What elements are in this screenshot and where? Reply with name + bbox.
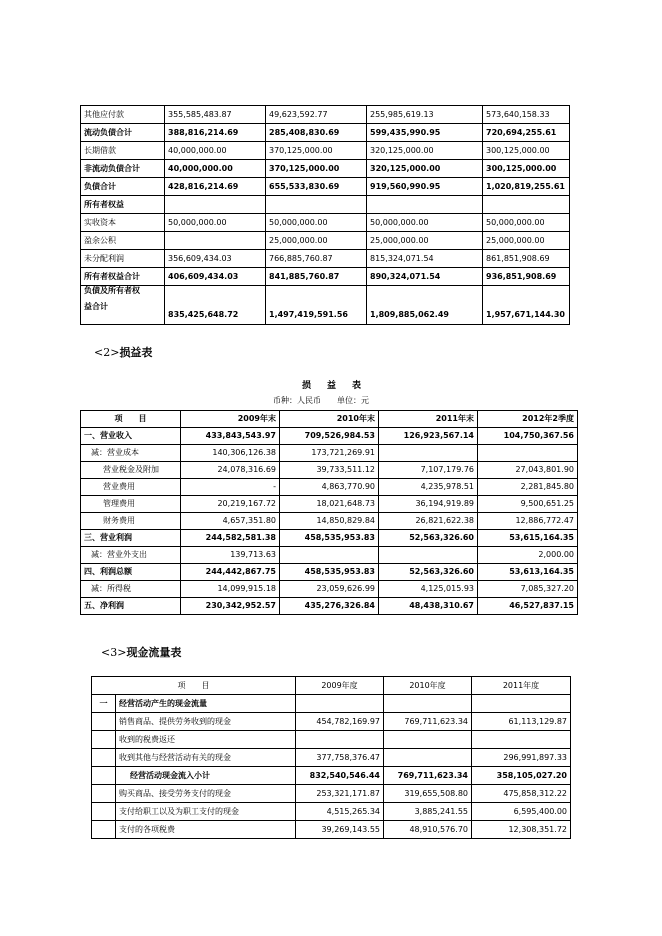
- value-cell: 709,526,984.53: [280, 428, 379, 445]
- row-label: 所有者权益合计: [81, 268, 165, 286]
- value-cell: 52,563,326.60: [379, 564, 478, 581]
- value-cell: 39,733,511.12: [280, 462, 379, 479]
- value-cell: [266, 196, 367, 214]
- value-cell: 20,219,167.72: [181, 496, 280, 513]
- value-cell: 53,615,164.35: [478, 530, 578, 547]
- row-label: 营业费用: [81, 479, 181, 496]
- table-row: [81, 178, 570, 196]
- table-row: [92, 767, 571, 785]
- value-cell: 370,125,000.00: [266, 160, 367, 178]
- table-header-row: [81, 411, 578, 428]
- value-cell: 4,863,770.90: [280, 479, 379, 496]
- row-label: [81, 286, 165, 325]
- income-statement-subtitle: 币种：人民币 单位：元: [273, 396, 369, 405]
- value-cell: 1,809,885,062.49: [367, 286, 483, 325]
- value-cell: [165, 196, 266, 214]
- value-cell: 50,000,000.00: [483, 214, 570, 232]
- column-header: 项 目: [92, 677, 296, 695]
- value-cell: 61,113,129.87: [472, 713, 571, 731]
- table-row: [81, 513, 578, 530]
- value-cell: [384, 749, 472, 767]
- value-cell: 24,078,316.69: [181, 462, 280, 479]
- row-number: [92, 767, 116, 785]
- value-cell: 50,000,000.00: [367, 214, 483, 232]
- value-cell: 25,000,000.00: [367, 232, 483, 250]
- table-row: [81, 250, 570, 268]
- row-label: 收到的税费返还: [116, 731, 296, 749]
- value-cell: 835,425,648.72: [165, 286, 266, 325]
- value-cell: 244,582,581.38: [181, 530, 280, 547]
- income-statement-table: [80, 410, 578, 615]
- table-row: [81, 496, 578, 513]
- value-cell: [478, 445, 578, 462]
- value-cell: 25,000,000.00: [266, 232, 367, 250]
- value-cell: 919,560,990.95: [367, 178, 483, 196]
- column-header: 2010年度: [384, 677, 472, 695]
- value-cell: 358,105,027.20: [472, 767, 571, 785]
- value-cell: 720,694,255.61: [483, 124, 570, 142]
- value-cell: 3,885,241.55: [384, 803, 472, 821]
- value-cell: 458,535,953.83: [280, 564, 379, 581]
- cash-section-heading: <3>现金流量表: [101, 646, 182, 659]
- column-header: 2010年末: [280, 411, 379, 428]
- income-section-heading: <2>损益表: [94, 346, 153, 359]
- value-cell: 300,125,000.00: [483, 142, 570, 160]
- income-statement-title: 损益表: [302, 381, 378, 391]
- value-cell: 435,276,326.84: [280, 598, 379, 615]
- table-row: [81, 268, 570, 286]
- table-row: [92, 749, 571, 767]
- value-cell: 832,540,546.44: [296, 767, 384, 785]
- row-label: 长期借款: [81, 142, 165, 160]
- value-cell: 841,885,760.87: [266, 268, 367, 286]
- value-cell: 49,623,592.77: [266, 106, 367, 124]
- value-cell: [379, 445, 478, 462]
- column-header: 2011年末: [379, 411, 478, 428]
- row-label: 三、营业利润: [81, 530, 181, 547]
- table-row: [81, 581, 578, 598]
- value-cell: 39,269,143.55: [296, 821, 384, 839]
- value-cell: 296,991,897.33: [472, 749, 571, 767]
- value-cell: 139,713.63: [181, 547, 280, 564]
- table-row: [81, 160, 570, 178]
- row-label-line: 益合计: [84, 302, 108, 311]
- value-cell: [367, 196, 483, 214]
- table-row: [81, 124, 570, 142]
- row-label-line: 负债及所有者权: [84, 286, 140, 295]
- value-cell: 355,585,483.87: [165, 106, 266, 124]
- row-label: 经营活动现金流入小计: [116, 767, 296, 785]
- section-number: 一: [92, 695, 116, 713]
- row-label: 财务费用: [81, 513, 181, 530]
- value-cell: 12,886,772.47: [478, 513, 578, 530]
- value-cell: 1,020,819,255.61: [483, 178, 570, 196]
- value-cell: 388,816,214.69: [165, 124, 266, 142]
- value-cell: [280, 547, 379, 564]
- value-cell: 1,957,671,144.30: [483, 286, 570, 325]
- value-cell: 406,609,434.03: [165, 268, 266, 286]
- value-cell: 861,851,908.69: [483, 250, 570, 268]
- value-cell: 320,125,000.00: [367, 160, 483, 178]
- value-cell: 126,923,567.14: [379, 428, 478, 445]
- table-row: [92, 821, 571, 839]
- value-cell: -: [181, 479, 280, 496]
- value-cell: 890,324,071.54: [367, 268, 483, 286]
- row-label: 所有者权益: [81, 196, 165, 214]
- value-cell: 48,438,310.67: [379, 598, 478, 615]
- value-cell: 255,985,619.13: [367, 106, 483, 124]
- row-number: [92, 713, 116, 731]
- value-cell: [379, 547, 478, 564]
- row-number: [92, 731, 116, 749]
- table-row: [92, 785, 571, 803]
- row-label: 实收资本: [81, 214, 165, 232]
- section-row: [92, 695, 571, 713]
- row-label: 支付给职工以及为职工支付的现金: [116, 803, 296, 821]
- table-row: [92, 713, 571, 731]
- table-row: [81, 479, 578, 496]
- section-label: 经营活动产生的现金流量: [116, 695, 296, 713]
- value-cell: [296, 695, 384, 713]
- row-label: 盈余公积: [81, 232, 165, 250]
- value-cell: [165, 232, 266, 250]
- row-label: 四、利润总额: [81, 564, 181, 581]
- value-cell: 4,125,015.93: [379, 581, 478, 598]
- value-cell: 454,782,169.97: [296, 713, 384, 731]
- value-cell: 370,125,000.00: [266, 142, 367, 160]
- value-cell: 50,000,000.00: [266, 214, 367, 232]
- row-label: 购买商品、接受劳务支付的现金: [116, 785, 296, 803]
- value-cell: 7,107,179.76: [379, 462, 478, 479]
- value-cell: 7,085,327.20: [478, 581, 578, 598]
- row-label: 负债合计: [81, 178, 165, 196]
- table-row: [81, 428, 578, 445]
- value-cell: [384, 695, 472, 713]
- table-row: [81, 214, 570, 232]
- value-cell: 1,497,419,591.56: [266, 286, 367, 325]
- value-cell: 25,000,000.00: [483, 232, 570, 250]
- row-label: 减：所得税: [81, 581, 181, 598]
- value-cell: 320,125,000.00: [367, 142, 483, 160]
- value-cell: 573,640,158.33: [483, 106, 570, 124]
- row-label: 流动负债合计: [81, 124, 165, 142]
- value-cell: 230,342,952.57: [181, 598, 280, 615]
- value-cell: 14,850,829.84: [280, 513, 379, 530]
- value-cell: 815,324,071.54: [367, 250, 483, 268]
- table-row: [92, 803, 571, 821]
- value-cell: 140,306,126.38: [181, 445, 280, 462]
- table-row: [81, 142, 570, 160]
- row-label: 五、净利润: [81, 598, 181, 615]
- value-cell: 18,021,648.73: [280, 496, 379, 513]
- table-row: [81, 286, 570, 325]
- balance-sheet-table: [80, 105, 570, 325]
- row-number: [92, 749, 116, 767]
- value-cell: 253,321,171.87: [296, 785, 384, 803]
- value-cell: 936,851,908.69: [483, 268, 570, 286]
- row-label: 销售商品、提供劳务收到的现金: [116, 713, 296, 731]
- value-cell: 48,910,576.70: [384, 821, 472, 839]
- value-cell: 12,308,351.72: [472, 821, 571, 839]
- value-cell: 40,000,000.00: [165, 142, 266, 160]
- value-cell: 377,758,376.47: [296, 749, 384, 767]
- value-cell: [472, 695, 571, 713]
- value-cell: 244,442,867.75: [181, 564, 280, 581]
- row-label: 管理费用: [81, 496, 181, 513]
- table-row: [81, 106, 570, 124]
- column-header: 项 目: [81, 411, 181, 428]
- value-cell: 433,843,543.97: [181, 428, 280, 445]
- value-cell: [483, 196, 570, 214]
- value-cell: 53,613,164.35: [478, 564, 578, 581]
- value-cell: 769,711,623.34: [384, 767, 472, 785]
- table-header-row: [92, 677, 571, 695]
- table-row: [81, 530, 578, 547]
- value-cell: 4,657,351.80: [181, 513, 280, 530]
- table-row: [92, 731, 571, 749]
- table-row: [81, 196, 570, 214]
- value-cell: [472, 731, 571, 749]
- table-row: [81, 462, 578, 479]
- value-cell: 23,059,626.99: [280, 581, 379, 598]
- row-label: 其他应付款: [81, 106, 165, 124]
- value-cell: 766,885,760.87: [266, 250, 367, 268]
- value-cell: 4,515,265.34: [296, 803, 384, 821]
- row-label: 收到其他与经营活动有关的现金: [116, 749, 296, 767]
- table-row: [81, 232, 570, 250]
- row-number: [92, 803, 116, 821]
- value-cell: 52,563,326.60: [379, 530, 478, 547]
- value-cell: 769,711,623.34: [384, 713, 472, 731]
- value-cell: 285,408,830.69: [266, 124, 367, 142]
- cash-flow-table: [91, 676, 571, 839]
- value-cell: 599,435,990.95: [367, 124, 483, 142]
- value-cell: 2,281,845.80: [478, 479, 578, 496]
- value-cell: 428,816,214.69: [165, 178, 266, 196]
- row-number: [92, 821, 116, 839]
- value-cell: 9,500,651.25: [478, 496, 578, 513]
- row-label: 一、营业收入: [81, 428, 181, 445]
- table-row: [81, 564, 578, 581]
- row-number: [92, 785, 116, 803]
- value-cell: 475,858,312.22: [472, 785, 571, 803]
- value-cell: 50,000,000.00: [165, 214, 266, 232]
- column-header: 2011年度: [472, 677, 571, 695]
- column-header: 2009年度: [296, 677, 384, 695]
- value-cell: 173,721,269.91: [280, 445, 379, 462]
- value-cell: 27,043,801.90: [478, 462, 578, 479]
- value-cell: 14,099,915.18: [181, 581, 280, 598]
- value-cell: [384, 731, 472, 749]
- table-row: [81, 445, 578, 462]
- row-label: 支付的各项税费: [116, 821, 296, 839]
- value-cell: [296, 731, 384, 749]
- value-cell: 655,533,830.69: [266, 178, 367, 196]
- value-cell: 6,595,400.00: [472, 803, 571, 821]
- column-header: 2009年末: [181, 411, 280, 428]
- row-label: 非流动负债合计: [81, 160, 165, 178]
- value-cell: 319,655,508.80: [384, 785, 472, 803]
- value-cell: 26,821,622.38: [379, 513, 478, 530]
- value-cell: 300,125,000.00: [483, 160, 570, 178]
- value-cell: 46,527,837.15: [478, 598, 578, 615]
- value-cell: 36,194,919.89: [379, 496, 478, 513]
- value-cell: 40,000,000.00: [165, 160, 266, 178]
- value-cell: 4,235,978.51: [379, 479, 478, 496]
- value-cell: 2,000.00: [478, 547, 578, 564]
- row-label: 未分配利润: [81, 250, 165, 268]
- table-row: [81, 598, 578, 615]
- value-cell: 458,535,953.83: [280, 530, 379, 547]
- row-label: 减：营业成本: [81, 445, 181, 462]
- row-label: 减：营业外支出: [81, 547, 181, 564]
- value-cell: 104,750,367.56: [478, 428, 578, 445]
- table-row: [81, 547, 578, 564]
- column-header: 2012年2季度: [478, 411, 578, 428]
- value-cell: 356,609,434.03: [165, 250, 266, 268]
- row-label: 营业税金及附加: [81, 462, 181, 479]
